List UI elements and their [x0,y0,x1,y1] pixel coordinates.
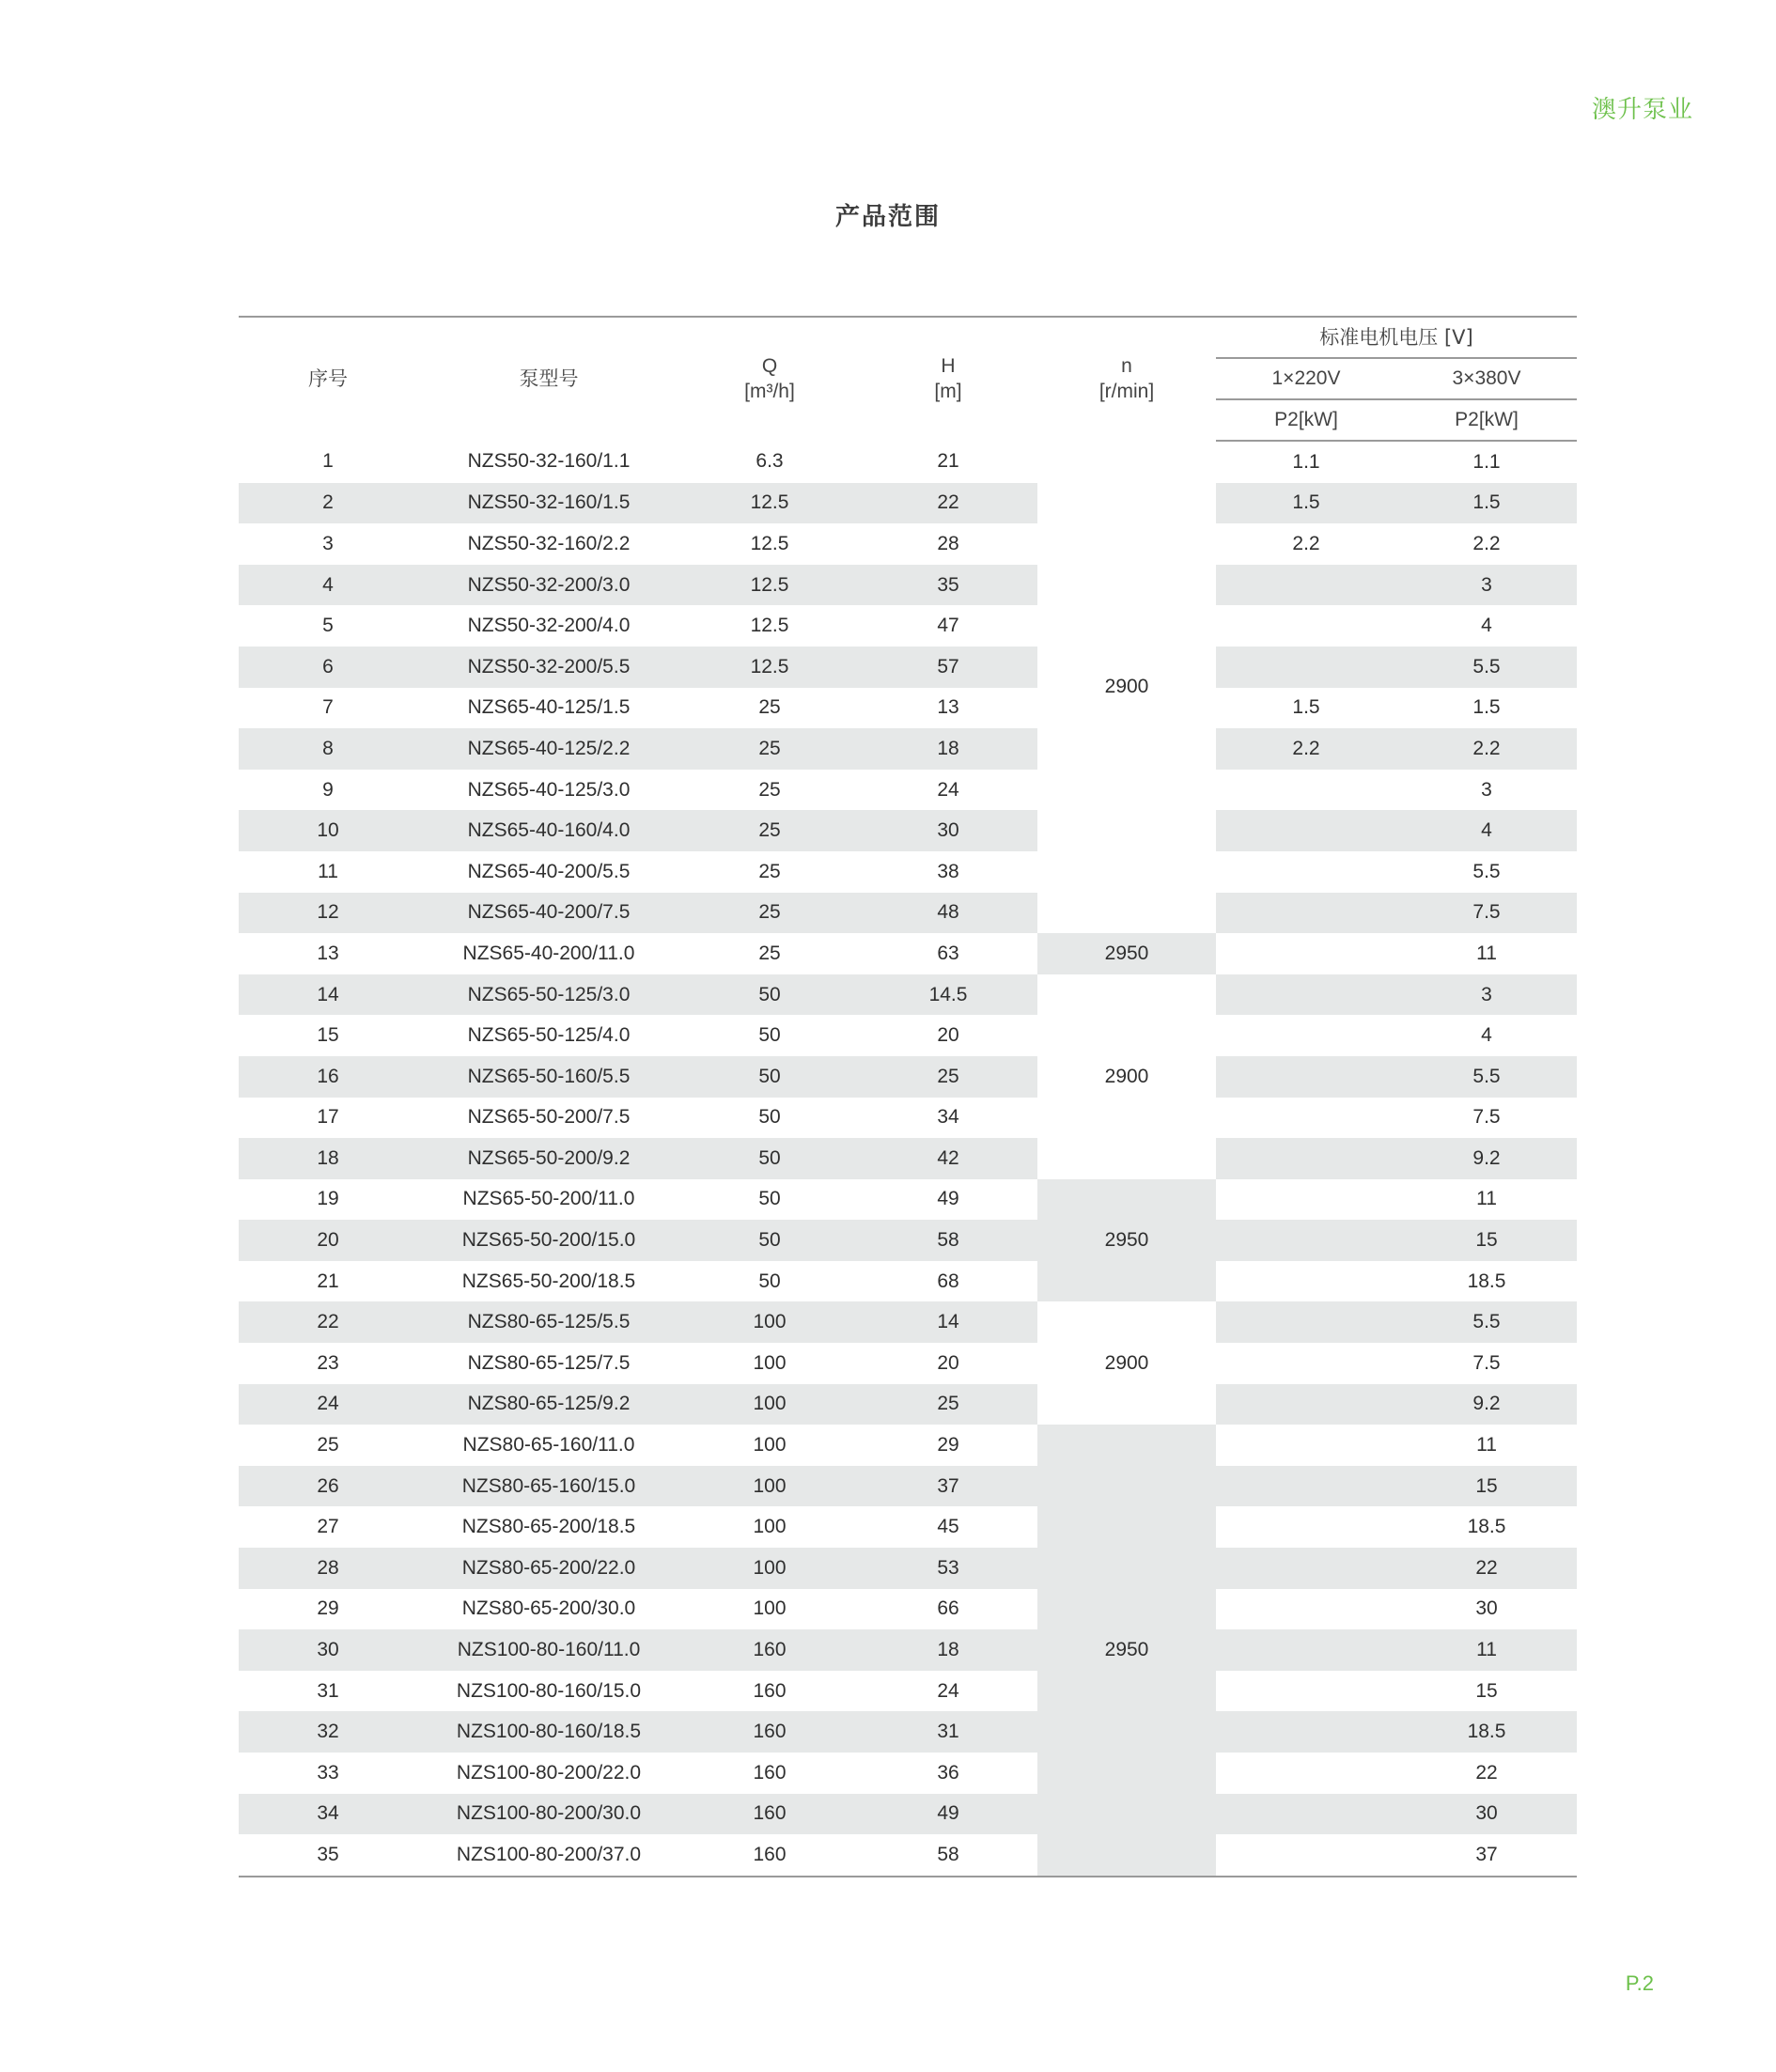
cell-flow: 160 [680,1794,859,1835]
cell-pump-model: NZS50-32-160/2.2 [467,532,631,554]
cell-three-phase-power: 22 [1475,1761,1498,1784]
cell-three-phase-power: 11 [1476,1188,1497,1210]
cell-head: 58 [859,1220,1037,1261]
cell-pump-model: NZS80-65-125/5.5 [417,1301,680,1343]
cell-serial-number: 24 [239,1384,417,1425]
cell-pump-model: NZS100-80-200/30.0 [417,1794,680,1835]
table-row [239,1671,1577,1712]
cell-flow: 160 [753,1761,787,1784]
cell-serial-number: 25 [317,1434,339,1457]
cell-head: 34 [937,1106,959,1129]
cell-pump-model: NZS65-40-160/4.0 [417,810,680,851]
cell-flow: 6.3 [756,450,784,473]
cell-flow: 25 [680,810,859,851]
cell-serial-number: 15 [317,1024,339,1047]
cell-single-phase-power [1216,1466,1396,1507]
table-row [239,1098,1577,1139]
cell-pump-model: NZS65-50-200/7.5 [467,1106,631,1129]
header-serial-number: 序号 [308,367,348,391]
cell-single-phase-power [1216,1138,1396,1179]
table-row [239,974,1577,1016]
cell-head: 18 [859,1629,1037,1671]
cell-single-phase-power [1216,1711,1396,1753]
cell-head: 24 [937,778,959,801]
cell-pump-model: NZS50-32-200/3.0 [417,565,680,606]
cell-head: 18 [859,728,1037,770]
table-row [239,1589,1577,1630]
table-row [239,1015,1577,1056]
cell-flow: 25 [758,860,781,882]
cell-single-phase-power [1216,1384,1396,1425]
cell-pump-model: NZS50-32-160/1.5 [417,483,680,524]
cell-serial-number: 17 [317,1106,339,1129]
cell-flow: 50 [758,1188,781,1210]
cell-serial-number: 28 [239,1548,417,1589]
header-speed-unit: [r/min] [1098,380,1155,402]
cell-single-phase-power [1216,1220,1396,1261]
cell-serial-number: 5 [322,615,334,637]
header-single-phase-voltage: 1×220V [1216,358,1396,399]
cell-serial-number: 9 [322,778,334,801]
cell-head: 14 [859,1301,1037,1343]
cell-pump-model: NZS80-65-125/7.5 [467,1351,631,1374]
cell-head: 68 [937,1270,959,1292]
cell-single-phase-power [1216,1834,1396,1877]
cell-pump-model: NZS80-65-160/15.0 [417,1466,680,1507]
cell-head: 57 [859,647,1037,688]
cell-single-phase-power [1216,1589,1396,1630]
cell-flow: 100 [753,1434,787,1457]
cell-serial-number: 13 [317,942,339,964]
cell-pump-model: NZS65-50-200/11.0 [462,1188,635,1210]
cell-three-phase-power: 4 [1481,1024,1492,1047]
table-row [239,1711,1577,1753]
cell-serial-number: 30 [239,1629,417,1671]
cell-single-phase-power: 1.5 [1292,696,1320,719]
table-row [239,1384,1577,1425]
cell-single-phase-power [1216,974,1396,1016]
cell-three-phase-power: 7.5 [1396,893,1577,934]
cell-head: 24 [937,1679,959,1702]
cell-serial-number: 12 [239,893,417,934]
cell-single-phase-power [1216,933,1396,974]
cell-serial-number: 2 [239,483,417,524]
cell-pump-model: NZS65-40-125/2.2 [417,728,680,770]
cell-single-phase-power [1216,770,1396,811]
cell-single-phase-power [1216,1261,1396,1302]
cell-single-phase-power [1216,1629,1396,1671]
cell-three-phase-power: 37 [1475,1843,1498,1865]
cell-flow: 100 [680,1548,859,1589]
cell-three-phase-power: 3 [1396,565,1577,606]
cell-flow: 160 [680,1711,859,1753]
header-speed [1037,317,1216,441]
table-row [239,1548,1577,1589]
cell-pump-model: NZS65-40-200/5.5 [467,860,631,882]
cell-pump-model: NZS65-40-200/11.0 [462,942,635,964]
cell-three-phase-power: 7.5 [1472,1351,1501,1374]
cell-three-phase-power: 30 [1396,1794,1577,1835]
table-row [239,1794,1577,1835]
cell-flow: 25 [758,696,781,719]
cell-serial-number: 21 [317,1270,339,1292]
cell-head: 13 [937,696,959,719]
cell-three-phase-power: 22 [1396,1548,1577,1589]
cell-serial-number: 14 [239,974,417,1016]
cell-pump-model: NZS65-40-200/7.5 [417,893,680,934]
cell-head: 53 [859,1548,1037,1589]
cell-serial-number: 1 [322,450,334,473]
cell-single-phase-power [1216,1548,1396,1589]
cell-pump-model: NZS80-65-200/18.5 [461,1516,636,1538]
cell-head: 25 [859,1056,1037,1098]
cell-single-phase-power [1216,1753,1396,1794]
cell-flow: 25 [758,778,781,801]
cell-flow: 50 [680,1138,859,1179]
cell-single-phase-power [1216,1098,1396,1139]
cell-flow: 25 [680,893,859,934]
cell-three-phase-power: 18.5 [1467,1516,1506,1538]
table-row [239,1301,1577,1343]
cell-three-phase-power: 2.2 [1472,532,1501,554]
table-row [239,523,1577,565]
cell-head: 25 [859,1384,1037,1425]
header-motor-voltage-group: 标准电机电压 [V] [1216,317,1577,358]
header-flow [680,317,859,441]
cell-pump-model: NZS100-80-160/18.5 [417,1711,680,1753]
table-row [239,1343,1577,1384]
cell-flow: 160 [753,1679,787,1702]
cell-pump-model: NZS65-50-125/3.0 [417,974,680,1016]
cell-flow: 12.5 [750,615,789,637]
cell-single-phase-power [1216,1015,1396,1056]
cell-head: 28 [937,532,959,554]
cell-flow: 50 [758,1270,781,1292]
cell-pump-model: NZS50-32-160/1.1 [467,450,631,473]
cell-serial-number: 33 [317,1761,339,1784]
cell-single-phase-power [1216,565,1396,606]
cell-three-phase-power: 2.2 [1396,728,1577,770]
cell-single-phase-power: 2.2 [1292,532,1320,554]
table-row [239,1138,1577,1179]
cell-three-phase-power: 1.1 [1472,450,1501,473]
header-head-unit: [m] [934,380,962,402]
cell-three-phase-power: 15 [1475,1679,1498,1702]
cell-three-phase-power: 1.5 [1396,483,1577,524]
cell-flow: 12.5 [680,647,859,688]
cell-single-phase-power [1216,1301,1396,1343]
header-flow-symbol: Q [761,355,778,378]
table-row [239,893,1577,934]
cell-three-phase-power: 18.5 [1396,1711,1577,1753]
header-speed-symbol: n [1121,355,1132,378]
header-head [859,317,1037,441]
table-row [239,605,1577,647]
cell-head: 35 [859,565,1037,606]
cell-flow: 12.5 [680,483,859,524]
cell-flow: 100 [753,1516,787,1538]
table-row [239,688,1577,729]
product-range-table [239,316,1577,1877]
cell-three-phase-power: 5.5 [1396,1056,1577,1098]
cell-pump-model: NZS100-80-200/37.0 [456,1843,642,1865]
cell-single-phase-power [1216,1425,1396,1466]
cell-three-phase-power: 4 [1481,615,1492,637]
cell-serial-number: 22 [239,1301,417,1343]
cell-head: 66 [937,1597,959,1620]
cell-serial-number: 10 [239,810,417,851]
cell-pump-model: NZS65-50-200/15.0 [417,1220,680,1261]
cell-flow: 12.5 [750,532,789,554]
cell-serial-number: 8 [239,728,417,770]
cell-head: 45 [937,1516,959,1538]
cell-head: 63 [937,942,959,964]
cell-pump-model: NZS80-65-125/9.2 [417,1384,680,1425]
table-row [239,728,1577,770]
cell-flow: 12.5 [680,565,859,606]
cell-three-phase-power: 11 [1476,1434,1497,1457]
cell-speed: 2950 [1037,1425,1216,1877]
cell-flow: 160 [680,1629,859,1671]
cell-serial-number: 6 [239,647,417,688]
cell-flow: 50 [680,1056,859,1098]
header-head-symbol: H [941,355,956,378]
cell-head: 58 [937,1843,959,1865]
cell-head: 22 [859,483,1037,524]
cell-head: 14.5 [859,974,1037,1016]
cell-pump-model: NZS65-50-200/9.2 [417,1138,680,1179]
cell-head: 42 [859,1138,1037,1179]
cell-single-phase-power [1216,647,1396,688]
table-row [239,647,1577,688]
cell-three-phase-power: 18.5 [1467,1270,1506,1292]
table-row [239,441,1577,483]
cell-head: 31 [859,1711,1037,1753]
table-row [239,851,1577,893]
table-row [239,1466,1577,1507]
cell-pump-model: NZS50-32-200/5.5 [417,647,680,688]
cell-pump-model: NZS80-65-160/11.0 [462,1434,635,1457]
cell-serial-number: 26 [239,1466,417,1507]
cell-serial-number: 7 [322,696,334,719]
table-row [239,1506,1577,1548]
cell-serial-number: 19 [317,1188,339,1210]
table-row [239,933,1577,974]
cell-serial-number: 23 [317,1351,339,1374]
cell-three-phase-power: 7.5 [1472,1106,1501,1129]
cell-single-phase-power: 1.1 [1292,450,1320,473]
cell-serial-number: 29 [317,1597,339,1620]
cell-head: 49 [937,1188,959,1210]
cell-three-phase-power: 15 [1396,1466,1577,1507]
cell-flow: 50 [680,974,859,1016]
cell-pump-model: NZS80-65-200/30.0 [461,1597,636,1620]
cell-three-phase-power: 4 [1396,810,1577,851]
cell-three-phase-power: 30 [1475,1597,1498,1620]
table-row [239,565,1577,606]
cell-single-phase-power: 2.2 [1216,728,1396,770]
cell-flow: 100 [753,1597,787,1620]
cell-pump-model: NZS65-40-125/3.0 [467,778,631,801]
cell-single-phase-power [1216,1179,1396,1221]
table-row [239,1629,1577,1671]
cell-three-phase-power: 5.5 [1396,647,1577,688]
cell-head: 37 [859,1466,1037,1507]
cell-head: 49 [859,1794,1037,1835]
cell-serial-number: 3 [322,532,334,554]
cell-serial-number: 34 [239,1794,417,1835]
cell-serial-number: 18 [239,1138,417,1179]
cell-serial-number: 20 [239,1220,417,1261]
table-row [239,483,1577,524]
header-three-phase-power: P2[kW] [1396,399,1577,441]
cell-serial-number: 11 [318,860,338,882]
cell-head: 20 [937,1024,959,1047]
table-row [239,1425,1577,1466]
cell-three-phase-power: 9.2 [1396,1138,1577,1179]
cell-head: 47 [937,615,959,637]
cell-pump-model: NZS50-32-200/4.0 [467,615,631,637]
cell-three-phase-power: 3 [1396,974,1577,1016]
cell-head: 30 [859,810,1037,851]
cell-flow: 160 [753,1843,787,1865]
cell-single-phase-power [1216,810,1396,851]
cell-flow: 100 [680,1384,859,1425]
cell-pump-model: NZS65-50-160/5.5 [417,1056,680,1098]
cell-flow: 100 [680,1466,859,1507]
cell-single-phase-power [1216,1343,1396,1384]
cell-flow: 50 [758,1024,781,1047]
cell-speed: 2950 [1037,933,1216,974]
cell-pump-model: NZS100-80-200/22.0 [456,1761,642,1784]
cell-head: 48 [859,893,1037,934]
cell-serial-number: 35 [317,1843,339,1865]
cell-flow: 50 [680,1220,859,1261]
cell-three-phase-power: 3 [1481,778,1492,801]
cell-flow: 100 [680,1301,859,1343]
cell-single-phase-power [1216,893,1396,934]
page-number: P.2 [1625,1971,1654,1995]
table-row [239,1753,1577,1794]
cell-pump-model: NZS65-50-200/18.5 [461,1270,636,1292]
cell-head: 20 [937,1351,959,1374]
table-body [239,441,1577,1877]
cell-single-phase-power [1216,605,1396,647]
table-row [239,1056,1577,1098]
cell-pump-model: NZS80-65-200/22.0 [417,1548,680,1589]
cell-head: 36 [937,1761,959,1784]
cell-three-phase-power: 1.5 [1472,696,1501,719]
cell-speed: 2900 [1037,441,1216,933]
table-header [239,317,1577,441]
cell-three-phase-power: 5.5 [1396,1301,1577,1343]
cell-pump-model: NZS100-80-160/11.0 [417,1629,680,1671]
cell-flow: 25 [758,942,781,964]
cell-flow: 50 [758,1106,781,1129]
cell-serial-number: 31 [317,1679,339,1702]
cell-pump-model: NZS100-80-160/15.0 [456,1679,642,1702]
cell-flow: 25 [680,728,859,770]
cell-three-phase-power: 15 [1396,1220,1577,1261]
cell-speed: 2900 [1037,1301,1216,1425]
cell-head: 29 [937,1434,959,1457]
table-row [239,1261,1577,1302]
cell-serial-number: 27 [317,1516,339,1538]
cell-three-phase-power: 11 [1476,942,1497,964]
page-title: 产品范围 [834,203,941,231]
cell-three-phase-power: 5.5 [1472,860,1501,882]
cell-three-phase-power: 11 [1396,1629,1577,1671]
header-single-phase-power: P2[kW] [1216,399,1396,441]
cell-single-phase-power [1216,1506,1396,1548]
cell-serial-number: 4 [239,565,417,606]
cell-single-phase-power: 1.5 [1216,483,1396,524]
table-row [239,1179,1577,1221]
cell-three-phase-power: 9.2 [1396,1384,1577,1425]
cell-single-phase-power [1216,1056,1396,1098]
header-flow-unit: [m³/h] [744,380,795,402]
cell-pump-model: NZS65-50-125/4.0 [467,1024,631,1047]
cell-speed: 2950 [1037,1179,1216,1302]
cell-flow: 100 [753,1351,787,1374]
cell-single-phase-power [1216,851,1396,893]
table-row [239,770,1577,811]
cell-serial-number: 32 [239,1711,417,1753]
table-row [239,810,1577,851]
header-pump-model: 泵型号 [519,367,579,391]
cell-head: 38 [937,860,959,882]
cell-pump-model: NZS65-40-125/1.5 [467,696,631,719]
table-row [239,1834,1577,1877]
cell-speed: 2900 [1037,974,1216,1179]
brand-name: 澳升泵业 [1591,96,1693,124]
cell-single-phase-power [1216,1794,1396,1835]
cell-single-phase-power [1216,1671,1396,1712]
table-row [239,1220,1577,1261]
cell-head: 21 [937,450,959,473]
cell-serial-number: 16 [239,1056,417,1098]
header-three-phase-voltage: 3×380V [1396,358,1577,399]
